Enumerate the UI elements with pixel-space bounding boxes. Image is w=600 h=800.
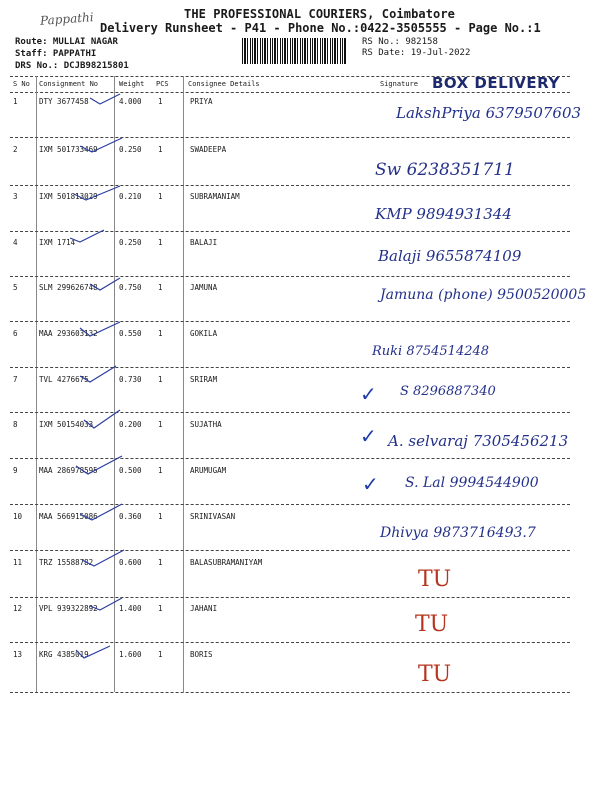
row-weight: 0.600 — [119, 558, 142, 567]
row-consignee: JAMUNA — [190, 283, 218, 292]
row-weight: 4.000 — [119, 97, 142, 106]
row-weight: 0.730 — [119, 375, 142, 384]
row-consignment: IXM 1714 — [39, 238, 76, 247]
row-consignment: KRG 4385019 — [39, 650, 89, 659]
col-header-signature: Signature — [380, 80, 418, 88]
pen-tick — [74, 186, 120, 200]
row-sno: 5 — [13, 283, 18, 292]
pen-tick — [82, 550, 124, 566]
row-sno: 6 — [13, 329, 18, 338]
row-signature: TU — [418, 662, 452, 687]
row-signature: TU — [415, 612, 449, 637]
col-header-pcs: PCS — [156, 80, 169, 88]
check-mark-icon: ✓ — [362, 472, 379, 496]
row-signature: Sw 6238351711 — [375, 160, 515, 180]
row-consignment: MAA 566915086 — [39, 512, 98, 521]
row-consignment: DTY 3677458 — [39, 97, 89, 106]
table-bottom-rule — [10, 692, 570, 693]
row-consignee: SUBRAMANIAM — [190, 192, 240, 201]
row-signature: A. selvaraj 7305456213 — [388, 432, 569, 450]
pen-strokes — [60, 90, 130, 690]
row-pcs: 1 — [158, 512, 163, 521]
row-weight: 1.400 — [119, 604, 142, 613]
staff-label: Staff: PAPPATHI — [15, 49, 97, 59]
row-weight: 0.500 — [119, 466, 142, 475]
row-consignee: SRINIVASAN — [190, 512, 236, 521]
row-signature: KMP 9894931344 — [375, 205, 512, 223]
check-mark-icon: ✓ — [360, 424, 377, 448]
row-pcs: 1 — [158, 375, 163, 384]
row-sno: 7 — [13, 375, 18, 384]
row-sno: 4 — [13, 238, 18, 247]
row-sno: 10 — [13, 512, 23, 521]
pen-tick — [76, 646, 110, 658]
row-signature: Jamuna (phone) 9500520005 — [380, 287, 587, 303]
row-weight: 1.600 — [119, 650, 142, 659]
row-pcs: 1 — [158, 145, 163, 154]
row-consignee: SRIRAM — [190, 375, 218, 384]
pen-tick — [70, 230, 104, 242]
row-sno: 13 — [13, 650, 23, 659]
row-consignment: IXM 501813029 — [39, 192, 98, 201]
row-weight: 0.360 — [119, 512, 142, 521]
row-weight: 0.250 — [119, 238, 142, 247]
row-consignment: MAA 293603132 — [39, 329, 98, 338]
route-label: Route: MULLAI NAGAR — [15, 37, 118, 47]
row-sno: 9 — [13, 466, 18, 475]
row-sno: 2 — [13, 145, 18, 154]
row-sno: 8 — [13, 420, 18, 429]
company-name: THE PROFESSIONAL COURIERS, Coimbatore — [184, 7, 456, 21]
row-signature: Balaji 9655874109 — [378, 247, 522, 265]
row-consignee: JAHANI — [190, 604, 218, 613]
row-consignee: BALASUBRAMANIYAM — [190, 558, 263, 567]
row-consignment: IXM 501733469 — [39, 145, 98, 154]
row-weight: 0.750 — [119, 283, 142, 292]
column-divider — [183, 76, 184, 692]
row-pcs: 1 — [158, 238, 163, 247]
handwritten-staff-note: Pappathi — [39, 10, 95, 28]
row-pcs: 1 — [158, 97, 163, 106]
row-pcs: 1 — [158, 283, 163, 292]
box-delivery-stamp: BOX DELIVERY — [432, 74, 560, 92]
row-consignee: SUJATHA — [190, 420, 222, 429]
row-weight: 0.250 — [119, 145, 142, 154]
pen-tick — [80, 366, 116, 382]
row-consignment: SLM 299626748 — [39, 283, 98, 292]
row-consignee: SWADEEPA — [190, 145, 227, 154]
row-sno: 12 — [13, 604, 23, 613]
pen-tick — [80, 138, 122, 152]
pen-tick — [90, 598, 122, 610]
row-sno: 1 — [13, 97, 18, 106]
pen-tick — [90, 94, 120, 104]
row-consignment: MAA 286978595 — [39, 466, 98, 475]
col-header-consignment: Consignment No — [39, 80, 99, 88]
column-divider — [36, 76, 37, 692]
pen-tick — [76, 456, 122, 474]
row-consignment: TVL 4276675 — [39, 375, 89, 384]
row-weight: 0.200 — [119, 420, 142, 429]
row-pcs: 1 — [158, 420, 163, 429]
row-pcs: 1 — [158, 329, 163, 338]
row-sno: 3 — [13, 192, 18, 201]
row-signature: Ruki 8754514248 — [372, 344, 490, 359]
drs-number: DRS No.: DCJB98215801 — [15, 61, 129, 71]
row-pcs: 1 — [158, 558, 163, 567]
rs-date: RS Date: 19-Jul-2022 — [362, 48, 471, 58]
barcode — [242, 38, 346, 64]
row-pcs: 1 — [158, 192, 163, 201]
col-header-weight: Weight — [119, 80, 145, 88]
row-consignee: GOKILA — [190, 329, 218, 338]
row-consignee: PRIYA — [190, 97, 213, 106]
runsheet-title: Delivery Runsheet - P41 - Phone No.:0422-3505555 - Page No.:1 — [100, 21, 541, 35]
rs-number: RS No.: 982158 — [362, 37, 438, 47]
row-consignment: VPL 939322892 — [39, 604, 98, 613]
col-header-consignee: Consignee Details — [188, 80, 260, 88]
row-sno: 11 — [13, 558, 23, 567]
row-signature: TU — [418, 567, 452, 592]
row-pcs: 1 — [158, 650, 163, 659]
row-weight: 0.210 — [119, 192, 142, 201]
row-consignment: TRZ 15588782 — [39, 558, 94, 567]
row-pcs: 1 — [158, 604, 163, 613]
row-consignment: IXM 50154033 — [39, 420, 94, 429]
pen-tick — [80, 322, 120, 336]
row-consignee: BORIS — [190, 650, 213, 659]
row-signature: S. Lal 9994544900 — [405, 475, 539, 491]
pen-tick — [80, 504, 122, 520]
row-weight: 0.550 — [119, 329, 142, 338]
row-signature: S 8296887340 — [400, 384, 496, 399]
row-consignee: ARUMUGAM — [190, 466, 227, 475]
row-signature: Dhivya 9873716493.7 — [380, 525, 536, 541]
row-signature: LakshPriya 6379507603 — [396, 104, 582, 122]
pen-tick — [84, 410, 120, 428]
col-header-sno: S No — [13, 80, 30, 88]
row-consignee: BALAJI — [190, 238, 218, 247]
check-mark-icon: ✓ — [360, 382, 377, 406]
pen-tick — [90, 278, 120, 290]
row-pcs: 1 — [158, 466, 163, 475]
